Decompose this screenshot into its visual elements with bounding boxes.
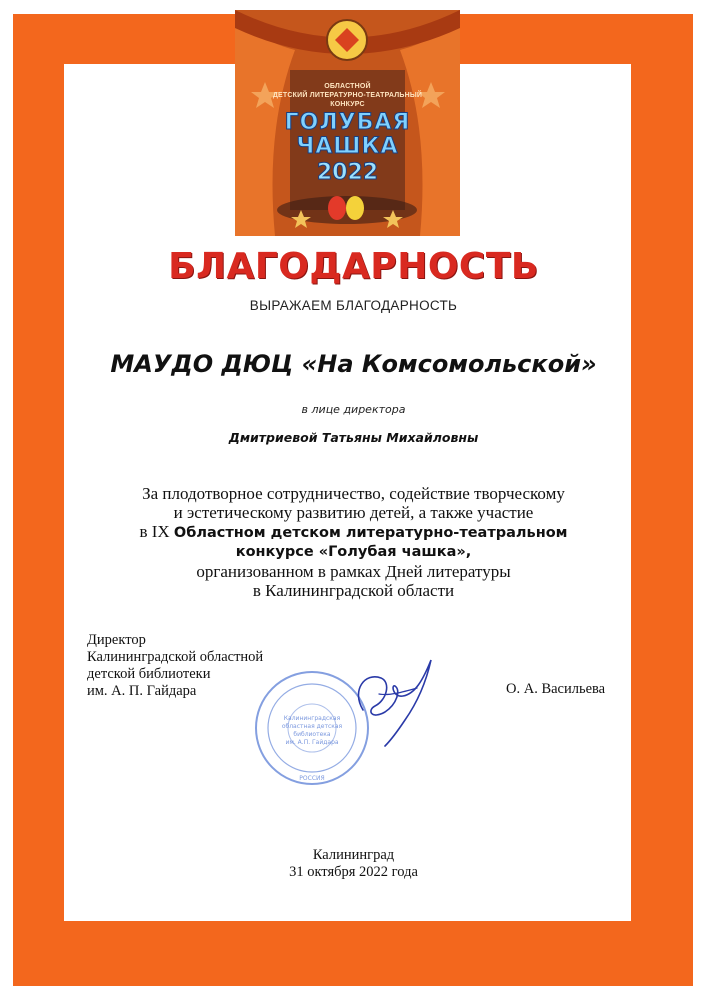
svg-text:областная детская: областная детская (281, 723, 343, 730)
poster-org-line: КОНКУРС (330, 101, 365, 108)
poster-org-text (235, 82, 460, 109)
body-line: в Калининградской области (252, 581, 455, 600)
svg-text:Калининградская: Калининградская (283, 715, 341, 722)
body-line: организованном в рамках Дней литературы (196, 562, 511, 581)
signatory-name: О. А. Васильева (506, 681, 606, 697)
handwritten-signature (345, 650, 440, 750)
certificate-subtitle: ВЫРАЖАЕМ БЛАГОДАРНОСТЬ (249, 298, 458, 313)
comedy-mask-icon (328, 196, 346, 220)
signatory-position (87, 632, 263, 700)
recipient-organization: МАУДО ДЮЦ «На Комсомольской» (110, 350, 597, 378)
footer-date: 31 октября 2022 года (289, 864, 418, 880)
body-line-contest-name: конкурсе «Голубая чашка», (235, 544, 472, 560)
poster-org-line: ДЕТСКИЙ ЛИТЕРАТУРНО-ТЕАТРАЛЬНЫЙ (272, 92, 423, 99)
gratitude-body (0, 484, 707, 600)
poster-org-line: ОБЛАСТНОЙ (324, 83, 371, 90)
poster-year: 2022 (316, 160, 379, 185)
signatory-line: детской библиотеки (87, 666, 211, 682)
recipient-director-name: Дмитриевой Татьяны Михайловны (228, 430, 479, 445)
signatory-line: Директор (87, 632, 146, 648)
svg-text:им. А.П. Гайдара: им. А.П. Гайдара (285, 739, 339, 746)
tragedy-mask-icon (346, 196, 364, 220)
body-line: и эстетическому развитию детей, а также участие (173, 503, 534, 522)
contest-poster (235, 10, 460, 236)
body-line (0, 522, 707, 543)
body-line: За плодотворное сотрудничество, содействие творческому (142, 484, 565, 503)
certificate-title: БЛАГОДАРНОСТЬ (168, 246, 539, 287)
poster-title-line2: ЧАШКА (296, 134, 399, 159)
signatory-line: им. А. П. Гайдара (87, 683, 197, 699)
body-line-contest: Областном детском литературно-театральном (173, 525, 568, 541)
certificate-footer (0, 847, 707, 881)
signatory-line: Калининградской областной (87, 649, 264, 665)
svg-text:библиотека: библиотека (293, 731, 331, 738)
svg-text:РОССИЯ: РОССИЯ (299, 775, 325, 782)
footer-city: Калининград (312, 847, 395, 863)
poster-title-line1: ГОЛУБАЯ (284, 110, 411, 135)
body-line-prefix: в IX (139, 522, 174, 541)
recipient-in-person: в лице директора (301, 403, 406, 416)
